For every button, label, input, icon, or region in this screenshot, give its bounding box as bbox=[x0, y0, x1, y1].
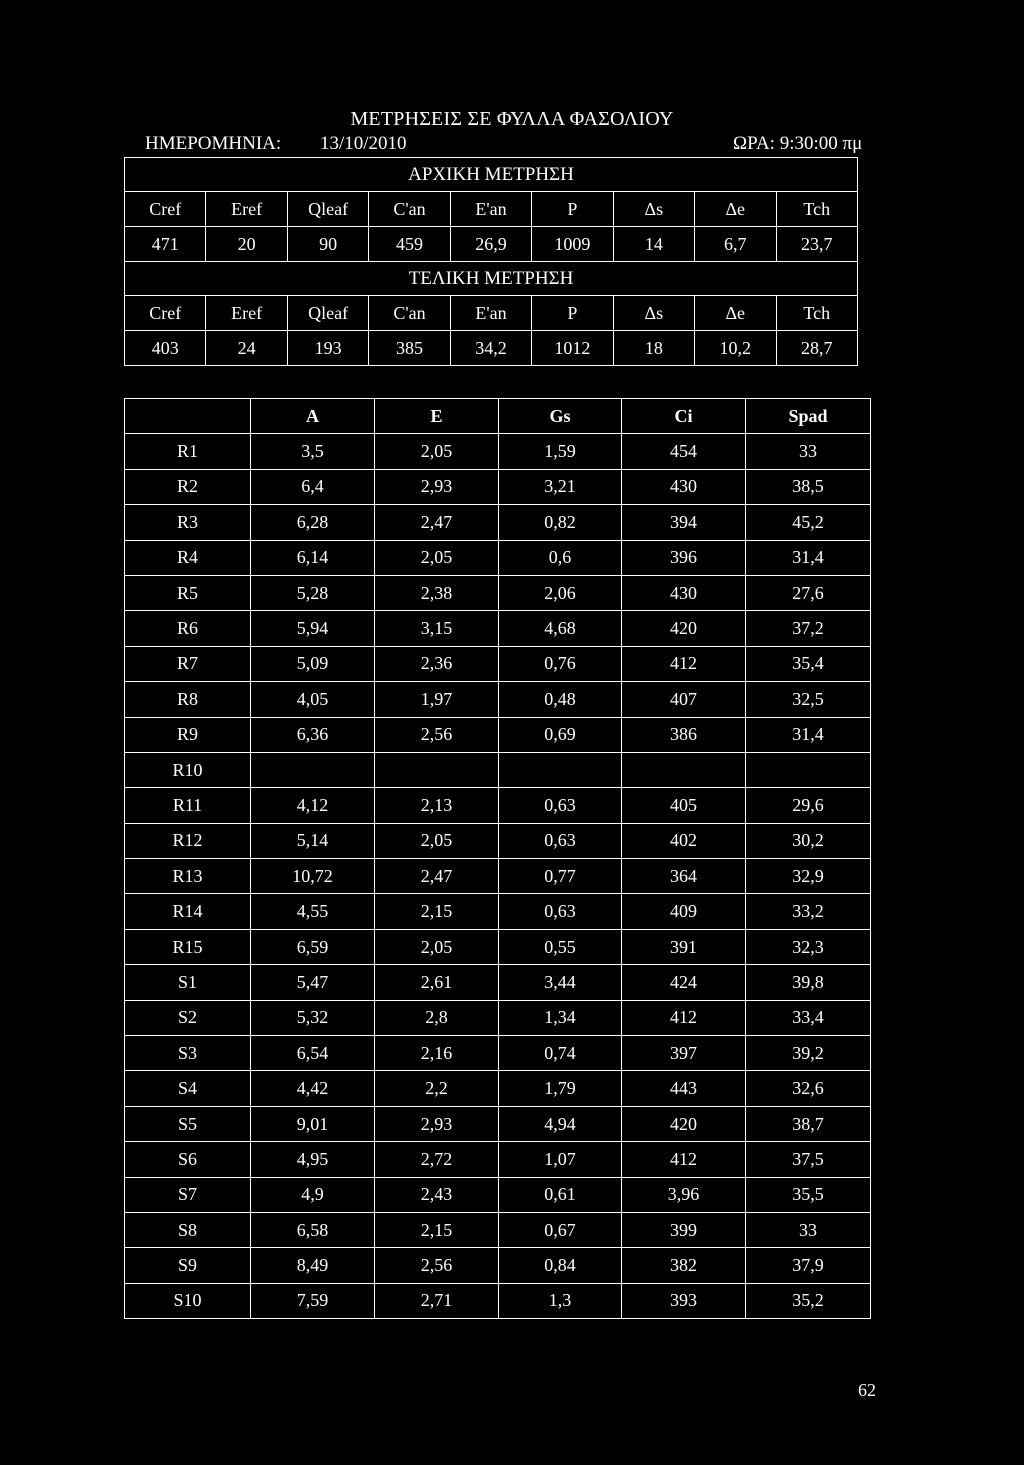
table-cell: 2,38 bbox=[375, 575, 499, 610]
table-cell: 364 bbox=[622, 859, 746, 894]
table-cell: 10,72 bbox=[251, 859, 375, 894]
table-cell: 0,61 bbox=[499, 1177, 622, 1212]
row-label: R2 bbox=[125, 469, 251, 504]
table-row bbox=[125, 682, 871, 717]
page-number: 62 bbox=[858, 1380, 876, 1400]
measurement-table bbox=[124, 157, 858, 366]
row-label: S6 bbox=[125, 1142, 251, 1177]
table-cell bbox=[375, 752, 499, 787]
table-row bbox=[125, 1071, 871, 1106]
table-cell: 8,49 bbox=[251, 1248, 375, 1283]
table-cell: 0,55 bbox=[499, 929, 622, 964]
table-cell: 412 bbox=[622, 1142, 746, 1177]
table-cell: 3,5 bbox=[251, 434, 375, 469]
table-cell bbox=[746, 752, 871, 787]
row-label: S1 bbox=[125, 965, 251, 1000]
table-cell: 420 bbox=[622, 1106, 746, 1141]
row-label: R7 bbox=[125, 646, 251, 681]
table-cell: 5,09 bbox=[251, 646, 375, 681]
table-row bbox=[125, 894, 871, 929]
final-value-cell: 34,2 bbox=[450, 331, 531, 366]
row-label: R4 bbox=[125, 540, 251, 575]
initial-header-cell: Tch bbox=[776, 192, 858, 227]
table-cell: 31,4 bbox=[746, 540, 871, 575]
initial-value-cell: 14 bbox=[613, 227, 694, 262]
table-row bbox=[125, 823, 871, 858]
table-cell: 2,13 bbox=[375, 788, 499, 823]
table-cell: 5,32 bbox=[251, 1000, 375, 1035]
table-cell: 454 bbox=[622, 434, 746, 469]
table-cell: 6,58 bbox=[251, 1212, 375, 1247]
table-cell: 4,05 bbox=[251, 682, 375, 717]
table-cell: 33 bbox=[746, 434, 871, 469]
table-cell: 0,63 bbox=[499, 894, 622, 929]
initial-measurement-title-row bbox=[125, 158, 858, 192]
table-cell: 1,59 bbox=[499, 434, 622, 469]
table-cell bbox=[499, 752, 622, 787]
row-label: R9 bbox=[125, 717, 251, 752]
table-cell: 0,67 bbox=[499, 1212, 622, 1247]
table-cell: 6,59 bbox=[251, 929, 375, 964]
table-cell: 31,4 bbox=[746, 717, 871, 752]
table-cell: 2,56 bbox=[375, 1248, 499, 1283]
final-value-cell: 403 bbox=[125, 331, 206, 366]
table-cell: 7,59 bbox=[251, 1283, 375, 1318]
initial-header-cell: Eref bbox=[206, 192, 287, 227]
table-cell: 2,43 bbox=[375, 1177, 499, 1212]
initial-value-cell: 26,9 bbox=[450, 227, 531, 262]
table-cell: 424 bbox=[622, 965, 746, 1000]
table-row bbox=[125, 434, 871, 469]
table-cell: 402 bbox=[622, 823, 746, 858]
table-cell: 37,9 bbox=[746, 1248, 871, 1283]
table-cell: 382 bbox=[622, 1248, 746, 1283]
table-cell: 32,9 bbox=[746, 859, 871, 894]
table-cell: 391 bbox=[622, 929, 746, 964]
page-title: ΜΕΤΡΗΣΕΙΣ ΣΕ ΦΥΛΛΑ ΦΑΣΟΛΙΟΥ bbox=[350, 108, 674, 130]
initial-header-cell: Δs bbox=[613, 192, 694, 227]
table-cell: 5,14 bbox=[251, 823, 375, 858]
row-label: R13 bbox=[125, 859, 251, 894]
table-cell: 3,44 bbox=[499, 965, 622, 1000]
table-cell: 30,2 bbox=[746, 823, 871, 858]
table-cell: 27,6 bbox=[746, 575, 871, 610]
table-cell: 2,47 bbox=[375, 505, 499, 540]
table-cell: 39,8 bbox=[746, 965, 871, 1000]
table-cell: 2,05 bbox=[375, 823, 499, 858]
table-cell: 33,2 bbox=[746, 894, 871, 929]
row-label: S3 bbox=[125, 1036, 251, 1071]
table-cell: 4,12 bbox=[251, 788, 375, 823]
table-row bbox=[125, 929, 871, 964]
table-cell: 2,2 bbox=[375, 1071, 499, 1106]
table-cell: 409 bbox=[622, 894, 746, 929]
table-cell: 4,94 bbox=[499, 1106, 622, 1141]
row-label: S2 bbox=[125, 1000, 251, 1035]
table-cell: 2,93 bbox=[375, 469, 499, 504]
table-cell: 2,47 bbox=[375, 859, 499, 894]
final-header-cell: Eref bbox=[206, 296, 287, 331]
results-header-cell: Gs bbox=[499, 399, 622, 434]
row-label: R12 bbox=[125, 823, 251, 858]
table-cell: 393 bbox=[622, 1283, 746, 1318]
table-cell: 0,6 bbox=[499, 540, 622, 575]
table-cell: 4,42 bbox=[251, 1071, 375, 1106]
final-header-cell: Tch bbox=[776, 296, 858, 331]
table-cell: 5,47 bbox=[251, 965, 375, 1000]
table-cell: 443 bbox=[622, 1071, 746, 1106]
table-row bbox=[125, 646, 871, 681]
row-label: S9 bbox=[125, 1248, 251, 1283]
table-cell: 412 bbox=[622, 1000, 746, 1035]
table-cell: 412 bbox=[622, 646, 746, 681]
row-label: S7 bbox=[125, 1177, 251, 1212]
initial-header-cell: Cref bbox=[125, 192, 206, 227]
final-header-cell: E'an bbox=[450, 296, 531, 331]
table-cell: 0,76 bbox=[499, 646, 622, 681]
row-label: R8 bbox=[125, 682, 251, 717]
final-value-cell: 1012 bbox=[532, 331, 613, 366]
table-cell: 39,2 bbox=[746, 1036, 871, 1071]
table-cell: 45,2 bbox=[746, 505, 871, 540]
table-cell: 38,5 bbox=[746, 469, 871, 504]
table-cell: 4,9 bbox=[251, 1177, 375, 1212]
table-cell: 35,2 bbox=[746, 1283, 871, 1318]
initial-value-cell: 23,7 bbox=[776, 227, 858, 262]
results-header-row bbox=[125, 399, 871, 434]
table-cell: 32,6 bbox=[746, 1071, 871, 1106]
initial-value-cell: 20 bbox=[206, 227, 287, 262]
initial-value-cell: 90 bbox=[287, 227, 368, 262]
table-cell: 430 bbox=[622, 469, 746, 504]
table-cell: 6,4 bbox=[251, 469, 375, 504]
final-value-cell: 193 bbox=[287, 331, 368, 366]
table-cell: 2,15 bbox=[375, 894, 499, 929]
row-label: R6 bbox=[125, 611, 251, 646]
table-cell: 3,21 bbox=[499, 469, 622, 504]
initial-value-cell: 459 bbox=[369, 227, 450, 262]
table-cell: 399 bbox=[622, 1212, 746, 1247]
table-cell: 6,54 bbox=[251, 1036, 375, 1071]
row-label: R1 bbox=[125, 434, 251, 469]
row-label: S10 bbox=[125, 1283, 251, 1318]
table-cell: 0,77 bbox=[499, 859, 622, 894]
row-label: S8 bbox=[125, 1212, 251, 1247]
table-cell: 2,16 bbox=[375, 1036, 499, 1071]
table-cell: 2,71 bbox=[375, 1283, 499, 1318]
row-label: R11 bbox=[125, 788, 251, 823]
table-cell: 1,79 bbox=[499, 1071, 622, 1106]
initial-header-cell: E'an bbox=[450, 192, 531, 227]
final-measurement-title-row bbox=[125, 262, 858, 296]
table-row bbox=[125, 540, 871, 575]
row-label: R10 bbox=[125, 752, 251, 787]
final-header-cell: Cref bbox=[125, 296, 206, 331]
table-cell: 1,97 bbox=[375, 682, 499, 717]
initial-header-cell: P bbox=[532, 192, 613, 227]
final-measurement-title: ΤΕΛΙΚΗ ΜΕΤΡΗΣΗ bbox=[125, 262, 858, 296]
table-cell: 0,63 bbox=[499, 788, 622, 823]
table-cell: 2,15 bbox=[375, 1212, 499, 1247]
table-cell: 1,07 bbox=[499, 1142, 622, 1177]
table-cell: 33 bbox=[746, 1212, 871, 1247]
table-cell: 2,56 bbox=[375, 717, 499, 752]
table-cell: 0,82 bbox=[499, 505, 622, 540]
table-cell: 3,15 bbox=[375, 611, 499, 646]
table-cell: 394 bbox=[622, 505, 746, 540]
table-cell: 2,05 bbox=[375, 434, 499, 469]
initial-values-row bbox=[125, 227, 858, 262]
final-header-cell: P bbox=[532, 296, 613, 331]
table-cell: 3,96 bbox=[622, 1177, 746, 1212]
table-cell: 4,68 bbox=[499, 611, 622, 646]
final-header-cell: Qleaf bbox=[287, 296, 368, 331]
table-cell: 6,28 bbox=[251, 505, 375, 540]
table-cell: 33,4 bbox=[746, 1000, 871, 1035]
table-cell: 2,36 bbox=[375, 646, 499, 681]
table-cell: 37,2 bbox=[746, 611, 871, 646]
table-row bbox=[125, 1036, 871, 1071]
table-cell: 35,5 bbox=[746, 1177, 871, 1212]
table-cell: 2,06 bbox=[499, 575, 622, 610]
table-cell: 396 bbox=[622, 540, 746, 575]
initial-header-cell: C'an bbox=[369, 192, 450, 227]
table-cell: 2,61 bbox=[375, 965, 499, 1000]
table-cell: 386 bbox=[622, 717, 746, 752]
table-cell: 0,63 bbox=[499, 823, 622, 858]
results-header-cell: A bbox=[251, 399, 375, 434]
final-header-cell: Δs bbox=[613, 296, 694, 331]
row-label: S4 bbox=[125, 1071, 251, 1106]
table-row bbox=[125, 469, 871, 504]
table-row bbox=[125, 1000, 871, 1035]
table-cell: 405 bbox=[622, 788, 746, 823]
table-cell bbox=[251, 752, 375, 787]
table-row bbox=[125, 752, 871, 787]
time-label: ΩΡΑ: 9:30:00 πμ bbox=[733, 133, 863, 154]
final-value-cell: 18 bbox=[613, 331, 694, 366]
initial-header-row bbox=[125, 192, 858, 227]
table-cell: 407 bbox=[622, 682, 746, 717]
initial-header-cell: Δe bbox=[695, 192, 776, 227]
results-header-cell bbox=[125, 399, 251, 434]
table-cell: 0,74 bbox=[499, 1036, 622, 1071]
table-cell: 35,4 bbox=[746, 646, 871, 681]
table-cell: 2,05 bbox=[375, 540, 499, 575]
table-cell: 2,05 bbox=[375, 929, 499, 964]
table-cell: 5,94 bbox=[251, 611, 375, 646]
table-row bbox=[125, 717, 871, 752]
results-header-cell: Spad bbox=[746, 399, 871, 434]
final-header-cell: C'an bbox=[369, 296, 450, 331]
table-row bbox=[125, 1283, 871, 1318]
table-row bbox=[125, 965, 871, 1000]
table-cell: 6,14 bbox=[251, 540, 375, 575]
table-row bbox=[125, 611, 871, 646]
date-label: ΗΜΕΡΟΜΗΝΙΑ: bbox=[145, 133, 282, 154]
table-cell: 37,5 bbox=[746, 1142, 871, 1177]
final-value-cell: 10,2 bbox=[695, 331, 776, 366]
table-cell: 1,3 bbox=[499, 1283, 622, 1318]
table-cell: 38,7 bbox=[746, 1106, 871, 1141]
table-row bbox=[125, 1212, 871, 1247]
row-label: R15 bbox=[125, 929, 251, 964]
initial-value-cell: 1009 bbox=[532, 227, 613, 262]
results-header-cell: E bbox=[375, 399, 499, 434]
initial-value-cell: 471 bbox=[125, 227, 206, 262]
row-label: R14 bbox=[125, 894, 251, 929]
table-cell: 5,28 bbox=[251, 575, 375, 610]
table-cell: 0,69 bbox=[499, 717, 622, 752]
initial-measurement-title: ΑΡΧΙΚΗ ΜΕΤΡΗΣΗ bbox=[125, 158, 858, 192]
initial-header-cell: Qleaf bbox=[287, 192, 368, 227]
table-row bbox=[125, 1142, 871, 1177]
initial-value-cell: 6,7 bbox=[695, 227, 776, 262]
final-values-row bbox=[125, 331, 858, 366]
table-cell: 420 bbox=[622, 611, 746, 646]
table-cell: 2,8 bbox=[375, 1000, 499, 1035]
table-row bbox=[125, 505, 871, 540]
table-row bbox=[125, 1106, 871, 1141]
table-cell: 397 bbox=[622, 1036, 746, 1071]
row-label: R5 bbox=[125, 575, 251, 610]
final-value-cell: 28,7 bbox=[776, 331, 858, 366]
table-cell: 9,01 bbox=[251, 1106, 375, 1141]
results-table bbox=[124, 398, 871, 1319]
table-cell: 32,5 bbox=[746, 682, 871, 717]
results-header-cell: Ci bbox=[622, 399, 746, 434]
final-header-row bbox=[125, 296, 858, 331]
table-cell: 0,48 bbox=[499, 682, 622, 717]
table-cell: 1,34 bbox=[499, 1000, 622, 1035]
table-cell bbox=[622, 752, 746, 787]
final-value-cell: 24 bbox=[206, 331, 287, 366]
table-cell: 430 bbox=[622, 575, 746, 610]
table-row bbox=[125, 859, 871, 894]
table-cell: 2,93 bbox=[375, 1106, 499, 1141]
table-row bbox=[125, 1248, 871, 1283]
table-cell: 2,72 bbox=[375, 1142, 499, 1177]
row-label: R3 bbox=[125, 505, 251, 540]
table-cell: 6,36 bbox=[251, 717, 375, 752]
row-label: S5 bbox=[125, 1106, 251, 1141]
final-value-cell: 385 bbox=[369, 331, 450, 366]
date-value: 13/10/2010 bbox=[320, 133, 407, 154]
table-row bbox=[125, 1177, 871, 1212]
table-row bbox=[125, 575, 871, 610]
table-row bbox=[125, 788, 871, 823]
final-header-cell: Δe bbox=[695, 296, 776, 331]
table-cell: 32,3 bbox=[746, 929, 871, 964]
table-cell: 0,84 bbox=[499, 1248, 622, 1283]
table-cell: 4,95 bbox=[251, 1142, 375, 1177]
table-cell: 29,6 bbox=[746, 788, 871, 823]
table-cell: 4,55 bbox=[251, 894, 375, 929]
